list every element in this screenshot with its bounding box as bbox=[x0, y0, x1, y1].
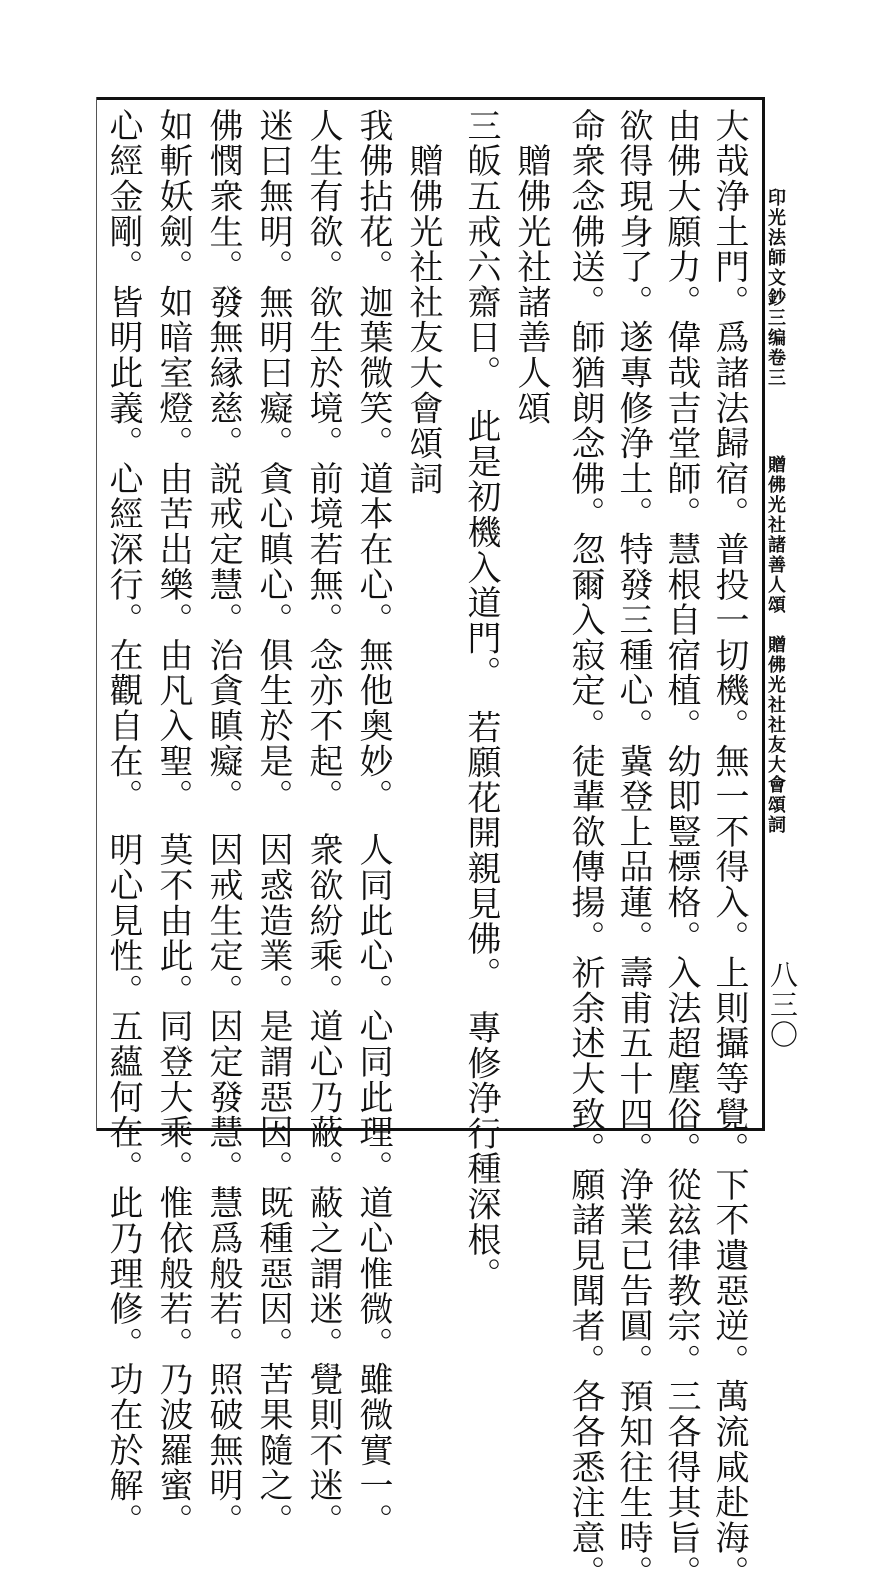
page-number: 八三〇 bbox=[766, 960, 799, 1050]
frame-top-border bbox=[96, 97, 762, 100]
poem-title-1: 贈佛光社諸善人頌 bbox=[511, 108, 551, 426]
book-title: 印光法師文鈔三编卷三 bbox=[765, 188, 786, 388]
poem-2-line-3: 迷曰無明。無明曰癡。貪心瞋心。俱生於是。 因惑造業。是謂惡因。既種惡因。苦果隨之。 bbox=[253, 108, 293, 1539]
poem-2-line-4: 佛憫衆生。發無縁慈。説戒定慧。治貪瞋癡。 因戒生定。因定發慧。慧爲般若。照破無明。 bbox=[203, 108, 243, 1539]
section-titles: 贈佛光社諸善人頌 贈佛光社社友大會頌詞 bbox=[765, 455, 786, 835]
frame-left-border bbox=[96, 97, 97, 1131]
text-column-2: 由佛大願力。偉哉吉堂師。慧根自宿植。幼即豎標格。入法超塵俗。從玆律教宗。三各得其旨。 bbox=[661, 108, 701, 1591]
poem-2-line-1: 我佛拈花。迦葉微笑。道本在心。無他奥妙。 人同此心。心同此理。道心惟微。雖微實一。 bbox=[353, 108, 393, 1539]
text-column-1: 大哉浄土門。爲諸法歸宿。普投一切機。無一不得入。上則攝等覺。下不遺惡逆。萬流咸赴海。 bbox=[709, 108, 749, 1591]
poem-2-line-5: 如斬妖劍。如暗室燈。由苦出樂。由凡入聖。 莫不由此。同登大乘。惟依般若。乃波羅蜜。 bbox=[153, 108, 193, 1539]
text-column-4: 命衆念佛送。師猶朗念佛。忽爾入寂定。徒輩欲傳揚。祈余述大致。願諸見聞者。各各悉注意。 bbox=[565, 108, 605, 1591]
text-column-3: 欲得現身了。遂專修浄土。特發三種心。冀登上品蓮。壽甫五十四。浄業已告圓。預知往生時。 bbox=[613, 108, 653, 1591]
poem-title-2: 贈佛光社社友大會頌詞 bbox=[403, 108, 443, 497]
poem-2-line-6: 心經金剛。皆明此義。心經深行。在觀自在。 明心見性。五蘊何在。此乃理修。功在於解。 bbox=[103, 108, 143, 1539]
poem-1-verse: 三皈五戒六齋日。 此是初機入道門。 若願花開親見佛。 專修浄行種深根。 bbox=[461, 108, 501, 1293]
poem-2-line-2: 人生有欲。欲生於境。前境若無。念亦不起。 衆欲紛乘。道心乃蔽。蔽之謂迷。覺則不迷。 bbox=[303, 108, 343, 1539]
